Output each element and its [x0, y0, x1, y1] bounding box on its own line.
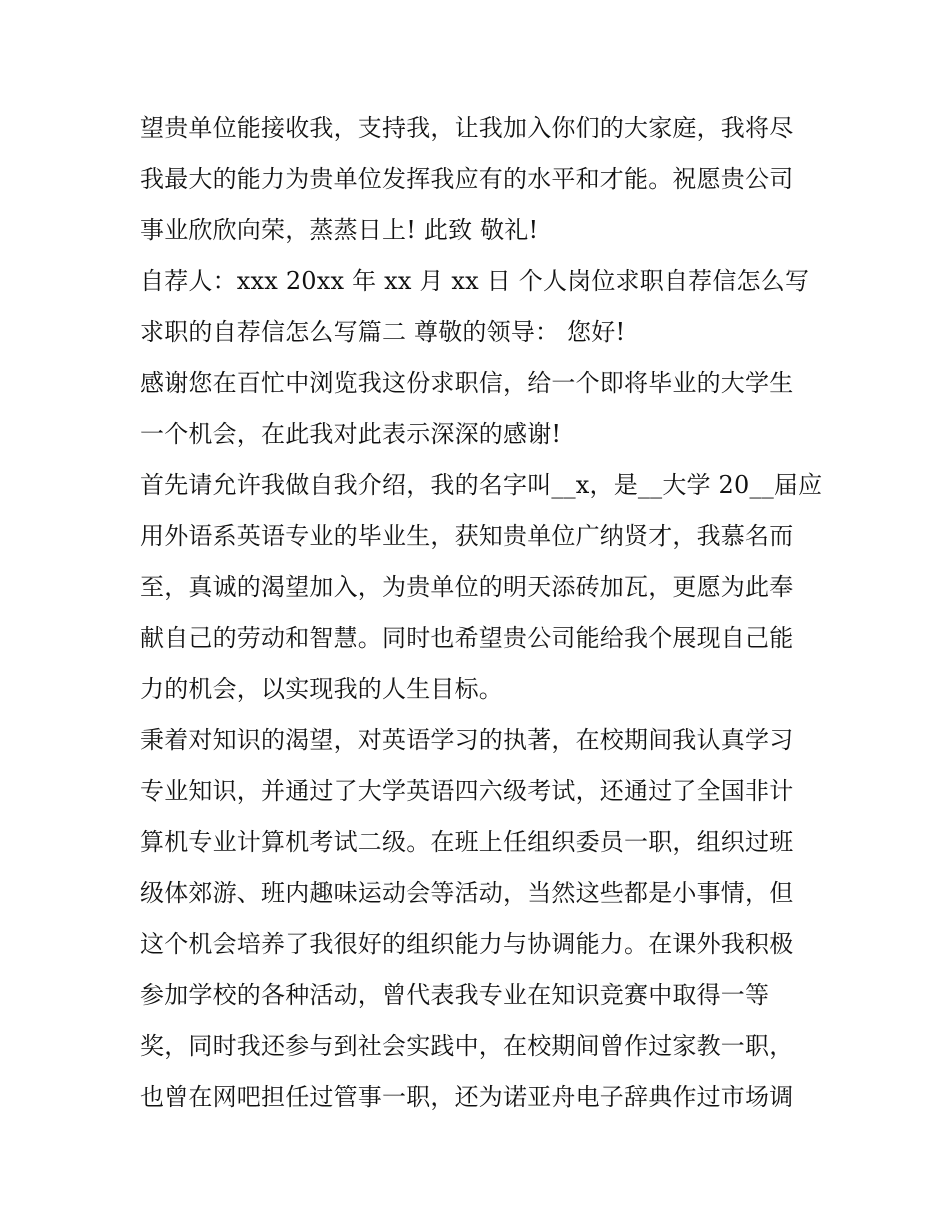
text-line: 力的机会，以实现我的人生目标。	[140, 675, 503, 703]
text-line: 望贵单位能接收我，支持我，让我加入你们的大家庭，我将尽	[140, 114, 794, 142]
text-line: 算机专业计算机考试二级。在班上任组织委员一职，组织过班	[140, 828, 794, 856]
letter-body	[140, 103, 830, 1123]
text-line: 求职的自荐信怎么写篇二 尊敬的领导： 您好!	[140, 318, 626, 346]
text-line: 参加学校的各种活动，曾代表我专业在知识竞赛中取得一等	[140, 981, 770, 1009]
text-line: 我最大的能力为贵单位发挥我应有的水平和才能。祝愿贵公司	[140, 165, 794, 193]
text-line: 秉着对知识的渴望，对英语学习的执著，在校期间我认真学习	[140, 726, 794, 754]
text-line: 献自己的劳动和智慧。同时也希望贵公司能给我个展现自己能	[140, 624, 794, 652]
text-line: 首先请允许我做自我介绍，我的名字叫__x，是__大学 20__届应	[140, 471, 823, 499]
text-line: 感谢您在百忙中浏览我这份求职信，给一个即将毕业的大学生	[140, 369, 794, 397]
text-line: 级体郊游、班内趣味运动会等活动，当然这些都是小事情，但	[140, 879, 794, 907]
text-line: 一个机会，在此我对此表示深深的感谢!	[140, 420, 562, 448]
text-line: 事业欣欣向荣，蒸蒸日上! 此致 敬礼!	[140, 216, 539, 244]
text-line: 这个机会培养了我很好的组织能力与协调能力。在课外我积极	[140, 930, 794, 958]
text-line: 至，真诚的渴望加入，为贵单位的明天添砖加瓦，更愿为此奉	[140, 573, 794, 601]
text-line: 奖，同时我还参与到社会实践中，在校期间曾作过家教一职，	[140, 1032, 794, 1060]
text-line: 自荐人：xxx 20xx 年 xx 月 xx 日 个人岗位求职自荐信怎么写	[140, 267, 810, 295]
text-line: 也曾在网吧担任过管事一职，还为诺亚舟电子辞典作过市场调	[140, 1083, 794, 1111]
text-line: 专业知识，并通过了大学英语四六级考试，还通过了全国非计	[140, 777, 794, 805]
text-line: 用外语系英语专业的毕业生，获知贵单位广纳贤才，我慕名而	[140, 522, 794, 550]
